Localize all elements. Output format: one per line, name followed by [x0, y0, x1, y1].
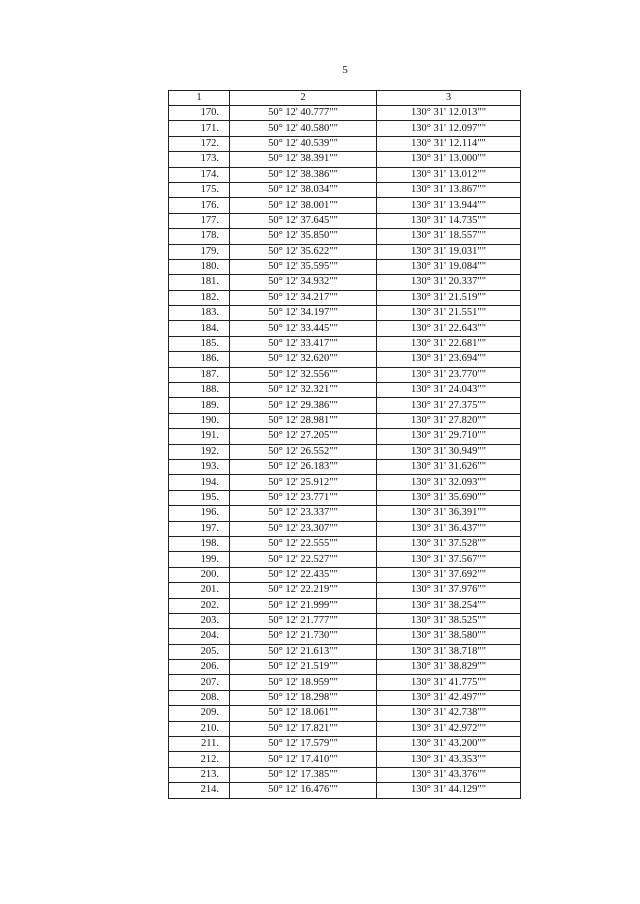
point-number-cell: 186. — [169, 352, 230, 367]
table-row — [169, 583, 521, 598]
point-number-cell: 198. — [169, 536, 230, 551]
latitude-cell: 50° 12' 38.391"" — [230, 152, 377, 167]
point-number-cell: 192. — [169, 444, 230, 459]
column-header-number: 1 — [169, 91, 230, 106]
latitude-cell: 50° 12' 26.552"" — [230, 444, 377, 459]
table-row — [169, 613, 521, 628]
point-number-cell: 172. — [169, 136, 230, 151]
table-row — [169, 675, 521, 690]
point-number-cell: 173. — [169, 152, 230, 167]
point-number-cell: 175. — [169, 182, 230, 197]
longitude-cell: 130° 31' 37.528"" — [377, 536, 521, 551]
point-number-cell: 188. — [169, 383, 230, 398]
point-number-cell: 197. — [169, 521, 230, 536]
longitude-cell: 130° 31' 29.710"" — [377, 429, 521, 444]
longitude-cell: 130° 31' 13.944"" — [377, 198, 521, 213]
table-row — [169, 690, 521, 705]
longitude-cell: 130° 31' 42.738"" — [377, 706, 521, 721]
point-number-cell: 209. — [169, 706, 230, 721]
latitude-cell: 50° 12' 34.217"" — [230, 290, 377, 305]
table-row — [169, 229, 521, 244]
point-number-cell: 210. — [169, 721, 230, 736]
table-row — [169, 121, 521, 136]
longitude-cell: 130° 31' 43.376"" — [377, 767, 521, 782]
longitude-cell: 130° 31' 41.775"" — [377, 675, 521, 690]
longitude-cell: 130° 31' 23.694"" — [377, 352, 521, 367]
point-number-cell: 206. — [169, 660, 230, 675]
longitude-cell: 130° 31' 12.013"" — [377, 106, 521, 121]
point-number-cell: 213. — [169, 767, 230, 782]
point-number-cell: 211. — [169, 737, 230, 752]
point-number-cell: 193. — [169, 459, 230, 474]
latitude-cell: 50° 12' 28.981"" — [230, 413, 377, 428]
latitude-cell: 50° 12' 33.417"" — [230, 336, 377, 351]
latitude-cell: 50° 12' 17.385"" — [230, 767, 377, 782]
latitude-cell: 50° 12' 22.527"" — [230, 552, 377, 567]
table-row — [169, 475, 521, 490]
latitude-cell: 50° 12' 21.777"" — [230, 613, 377, 628]
table-row — [169, 321, 521, 336]
longitude-cell: 130° 31' 12.114"" — [377, 136, 521, 151]
table-row — [169, 383, 521, 398]
table-row — [169, 398, 521, 413]
coordinates-table — [168, 90, 521, 799]
table-row — [169, 136, 521, 151]
latitude-cell: 50° 12' 37.645"" — [230, 213, 377, 228]
latitude-cell: 50° 12' 40.539"" — [230, 136, 377, 151]
latitude-cell: 50° 12' 32.556"" — [230, 367, 377, 382]
longitude-cell: 130° 31' 20.337"" — [377, 275, 521, 290]
point-number-cell: 189. — [169, 398, 230, 413]
point-number-cell: 187. — [169, 367, 230, 382]
table-row — [169, 536, 521, 551]
point-number-cell: 174. — [169, 167, 230, 182]
point-number-cell: 208. — [169, 690, 230, 705]
latitude-cell: 50° 12' 21.613"" — [230, 644, 377, 659]
point-number-cell: 180. — [169, 259, 230, 274]
longitude-cell: 130° 31' 21.519"" — [377, 290, 521, 305]
longitude-cell: 130° 31' 30.949"" — [377, 444, 521, 459]
point-number-cell: 195. — [169, 490, 230, 505]
longitude-cell: 130° 31' 23.770"" — [377, 367, 521, 382]
longitude-cell: 130° 31' 12.097"" — [377, 121, 521, 136]
longitude-cell: 130° 31' 22.681"" — [377, 336, 521, 351]
table-row — [169, 106, 521, 121]
longitude-cell: 130° 31' 43.353"" — [377, 752, 521, 767]
longitude-cell: 130° 31' 27.820"" — [377, 413, 521, 428]
table-row — [169, 459, 521, 474]
point-number-cell: 194. — [169, 475, 230, 490]
column-header-latitude: 2 — [230, 91, 377, 106]
longitude-cell: 130° 31' 19.031"" — [377, 244, 521, 259]
longitude-cell: 130° 31' 37.692"" — [377, 567, 521, 582]
longitude-cell: 130° 31' 38.718"" — [377, 644, 521, 659]
table-row — [169, 167, 521, 182]
latitude-cell: 50° 12' 33.445"" — [230, 321, 377, 336]
latitude-cell: 50° 12' 21.999"" — [230, 598, 377, 613]
table-row — [169, 783, 521, 798]
latitude-cell: 50° 12' 38.001"" — [230, 198, 377, 213]
longitude-cell: 130° 31' 44.129"" — [377, 783, 521, 798]
longitude-cell: 130° 31' 19.084"" — [377, 259, 521, 274]
longitude-cell: 130° 31' 13.012"" — [377, 167, 521, 182]
table-row — [169, 275, 521, 290]
point-number-cell: 178. — [169, 229, 230, 244]
table-row — [169, 721, 521, 736]
latitude-cell: 50° 12' 22.435"" — [230, 567, 377, 582]
point-number-cell: 196. — [169, 506, 230, 521]
point-number-cell: 201. — [169, 583, 230, 598]
point-number-cell: 176. — [169, 198, 230, 213]
latitude-cell: 50° 12' 18.298"" — [230, 690, 377, 705]
point-number-cell: 170. — [169, 106, 230, 121]
point-number-cell: 190. — [169, 413, 230, 428]
table-row — [169, 752, 521, 767]
longitude-cell: 130° 31' 42.497"" — [377, 690, 521, 705]
latitude-cell: 50° 12' 27.205"" — [230, 429, 377, 444]
point-number-cell: 184. — [169, 321, 230, 336]
latitude-cell: 50° 12' 23.337"" — [230, 506, 377, 521]
latitude-cell: 50° 12' 34.932"" — [230, 275, 377, 290]
table-row — [169, 490, 521, 505]
point-number-cell: 181. — [169, 275, 230, 290]
longitude-cell: 130° 31' 38.580"" — [377, 629, 521, 644]
table-row — [169, 598, 521, 613]
point-number-cell: 214. — [169, 783, 230, 798]
latitude-cell: 50° 12' 17.821"" — [230, 721, 377, 736]
table-row — [169, 306, 521, 321]
latitude-cell: 50° 12' 25.912"" — [230, 475, 377, 490]
point-number-cell: 205. — [169, 644, 230, 659]
longitude-cell: 130° 31' 38.254"" — [377, 598, 521, 613]
point-number-cell: 183. — [169, 306, 230, 321]
point-number-cell: 200. — [169, 567, 230, 582]
point-number-cell: 171. — [169, 121, 230, 136]
latitude-cell: 50° 12' 23.771"" — [230, 490, 377, 505]
longitude-cell: 130° 31' 32.093"" — [377, 475, 521, 490]
table-row — [169, 737, 521, 752]
point-number-cell: 191. — [169, 429, 230, 444]
table-row — [169, 290, 521, 305]
latitude-cell: 50° 12' 38.386"" — [230, 167, 377, 182]
table-row — [169, 259, 521, 274]
point-number-cell: 212. — [169, 752, 230, 767]
table-body — [169, 106, 521, 799]
latitude-cell: 50° 12' 35.850"" — [230, 229, 377, 244]
longitude-cell: 130° 31' 36.391"" — [377, 506, 521, 521]
point-number-cell: 207. — [169, 675, 230, 690]
table-row — [169, 244, 521, 259]
longitude-cell: 130° 31' 18.557"" — [377, 229, 521, 244]
latitude-cell: 50° 12' 23.307"" — [230, 521, 377, 536]
table-row — [169, 413, 521, 428]
latitude-cell: 50° 12' 35.622"" — [230, 244, 377, 259]
table-row — [169, 629, 521, 644]
longitude-cell: 130° 31' 38.829"" — [377, 660, 521, 675]
table-row — [169, 706, 521, 721]
table-row — [169, 552, 521, 567]
latitude-cell: 50° 12' 26.183"" — [230, 459, 377, 474]
table-row — [169, 567, 521, 582]
table-row — [169, 444, 521, 459]
point-number-cell: 199. — [169, 552, 230, 567]
longitude-cell: 130° 31' 36.437"" — [377, 521, 521, 536]
table-row — [169, 152, 521, 167]
latitude-cell: 50° 12' 32.321"" — [230, 383, 377, 398]
longitude-cell: 130° 31' 13.867"" — [377, 182, 521, 197]
longitude-cell: 130° 31' 27.375"" — [377, 398, 521, 413]
table-row — [169, 182, 521, 197]
longitude-cell: 130° 31' 38.525"" — [377, 613, 521, 628]
latitude-cell: 50° 12' 22.555"" — [230, 536, 377, 551]
latitude-cell: 50° 12' 18.061"" — [230, 706, 377, 721]
longitude-cell: 130° 31' 22.643"" — [377, 321, 521, 336]
latitude-cell: 50° 12' 32.620"" — [230, 352, 377, 367]
longitude-cell: 130° 31' 35.690"" — [377, 490, 521, 505]
latitude-cell: 50° 12' 22.219"" — [230, 583, 377, 598]
point-number-cell: 203. — [169, 613, 230, 628]
table-row — [169, 352, 521, 367]
column-header-longitude: 3 — [377, 91, 521, 106]
table-row — [169, 198, 521, 213]
latitude-cell: 50° 12' 21.730"" — [230, 629, 377, 644]
longitude-cell: 130° 31' 13.000"" — [377, 152, 521, 167]
latitude-cell: 50° 12' 18.959"" — [230, 675, 377, 690]
latitude-cell: 50° 12' 21.519"" — [230, 660, 377, 675]
table-row — [169, 521, 521, 536]
table-row — [169, 336, 521, 351]
table-row — [169, 506, 521, 521]
table-header-row — [169, 91, 521, 106]
latitude-cell: 50° 12' 16.476"" — [230, 783, 377, 798]
point-number-cell: 177. — [169, 213, 230, 228]
point-number-cell: 179. — [169, 244, 230, 259]
point-number-cell: 202. — [169, 598, 230, 613]
page-number: 5 — [342, 64, 348, 76]
table-row — [169, 644, 521, 659]
table-row — [169, 767, 521, 782]
longitude-cell: 130° 31' 21.551"" — [377, 306, 521, 321]
latitude-cell: 50° 12' 40.580"" — [230, 121, 377, 136]
latitude-cell: 50° 12' 17.579"" — [230, 737, 377, 752]
point-number-cell: 204. — [169, 629, 230, 644]
longitude-cell: 130° 31' 43.200"" — [377, 737, 521, 752]
longitude-cell: 130° 31' 37.976"" — [377, 583, 521, 598]
latitude-cell: 50° 12' 29.386"" — [230, 398, 377, 413]
table-row — [169, 429, 521, 444]
latitude-cell: 50° 12' 38.034"" — [230, 182, 377, 197]
longitude-cell: 130° 31' 37.567"" — [377, 552, 521, 567]
point-number-cell: 185. — [169, 336, 230, 351]
latitude-cell: 50° 12' 17.410"" — [230, 752, 377, 767]
latitude-cell: 50° 12' 35.595"" — [230, 259, 377, 274]
table-row — [169, 367, 521, 382]
longitude-cell: 130° 31' 24.043"" — [377, 383, 521, 398]
longitude-cell: 130° 31' 14.735"" — [377, 213, 521, 228]
longitude-cell: 130° 31' 42.972"" — [377, 721, 521, 736]
latitude-cell: 50° 12' 40.777"" — [230, 106, 377, 121]
point-number-cell: 182. — [169, 290, 230, 305]
table-row — [169, 213, 521, 228]
table-row — [169, 660, 521, 675]
longitude-cell: 130° 31' 31.626"" — [377, 459, 521, 474]
latitude-cell: 50° 12' 34.197"" — [230, 306, 377, 321]
